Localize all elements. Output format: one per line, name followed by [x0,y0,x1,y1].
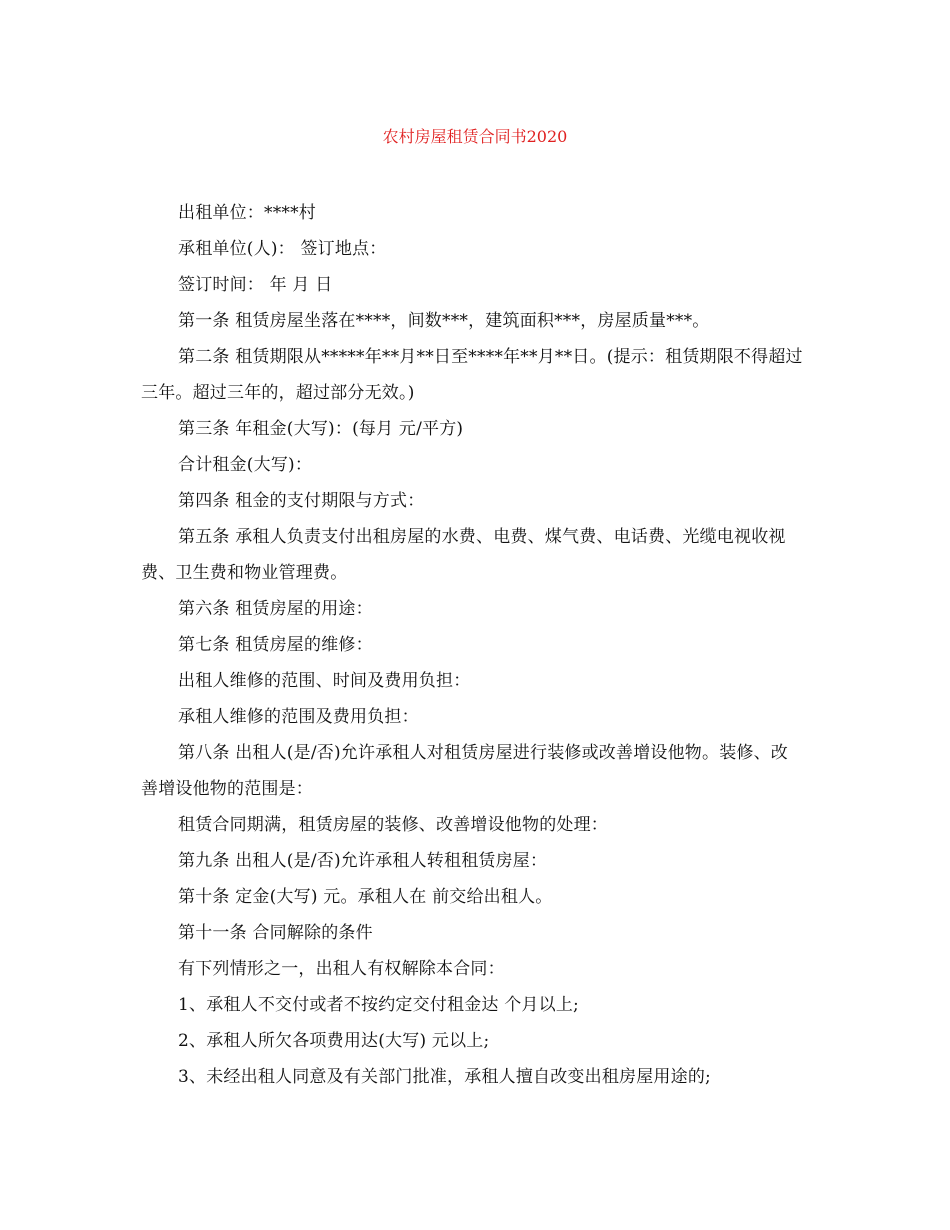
paragraph-article-3: 第三条 年租金(大写)：(每月 元/平方) [178,419,464,439]
paragraph-article-7: 第七条 租赁房屋的维修： [178,635,373,655]
paragraph-condition-2: 2、承租人所欠各项费用达(大写) 元以上; [178,1031,490,1051]
paragraph-expiry-handling: 租赁合同期满，租赁房屋的装修、改善增设他物的处理： [178,815,608,835]
paragraph-condition-3: 3、未经出租人同意及有关部门批准，承租人擅自改变出租房屋用途的; [178,1067,711,1087]
paragraph-condition-1: 1、承租人不交付或者不按约定交付租金达 个月以上; [178,995,579,1015]
document-title: 农村房屋租赁合同书2020 [382,127,568,146]
paragraph-article-4: 第四条 租金的支付期限与方式： [178,491,425,511]
paragraph-article-2: 第二条 租赁期限从*****年**月**日至****年**月**日。(提示：租赁期限不得超过三年。超过三年的，超过部分无效。) [141,347,803,403]
paragraph-article-8: 第八条 出租人(是/否)允许承租人对租赁房屋进行装修或改善增设他物。装修、改善增设他物的范围是： [141,743,788,799]
paragraph-termination-intro: 有下列情形之一，出租人有权解除本合同： [178,959,505,979]
document-body [141,195,805,1095]
paragraph-article-9: 第九条 出租人(是/否)允许承租人转租租赁房屋： [178,851,548,871]
paragraph-article-5: 第五条 承租人负责支付出租房屋的水费、电费、煤气费、电话费、光缆电视收视费、卫生费和物业管理费。 [141,527,786,583]
paragraph-sign-date: 签订时间： 年 月 日 [178,275,333,295]
paragraph-article-10: 第十条 定金(大写) 元。承租人在 前交给出租人。 [178,887,553,907]
paragraph-lessee-location: 承租单位(人)： 签订地点： [178,239,387,259]
paragraph-lessor-repair: 出租人维修的范围、时间及费用负担： [178,671,471,691]
paragraph-total-rent: 合计租金(大写)： [178,455,313,475]
paragraph-article-6: 第六条 租赁房屋的用途： [178,599,373,619]
paragraph-article-11: 第十一条 合同解除的条件 [178,923,373,943]
paragraph-lessor: 出租单位：****村 [178,203,316,223]
paragraph-article-1: 第一条 租赁房屋坐落在****，间数***，建筑面积***，房屋质量***。 [178,311,710,331]
paragraph-lessee-repair: 承租人维修的范围及费用负担： [178,707,419,727]
